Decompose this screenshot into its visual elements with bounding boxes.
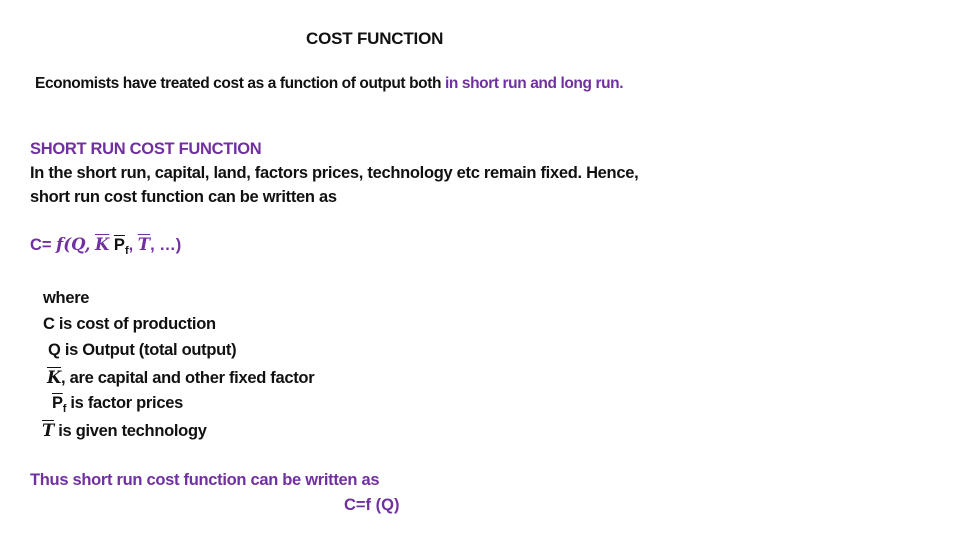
equation-t: $\overline{T}$ (137, 235, 151, 254)
conclusion-line: Thus short run cost function can be written as (30, 471, 380, 489)
where-p-line (52, 394, 183, 413)
slide-title: COST FUNCTION (306, 29, 444, 48)
k-text: , are capital and other fixed factor (61, 369, 315, 387)
equation-open: ( (63, 235, 72, 254)
p-subscript: f (62, 403, 67, 415)
body-line-1: In the short run, capital, land, factors prices, technology etc remain fixed. Hence, (30, 164, 639, 182)
equation-p: $\overline{P}$ (113, 236, 125, 254)
equation-q: Q (71, 235, 85, 254)
t-symbol: $\overline{T}$ (42, 421, 54, 440)
where-k-line (47, 368, 314, 388)
equation-rest: , …) (150, 236, 182, 254)
where-c-line: C is cost of production (43, 315, 216, 333)
where-label: where (43, 289, 90, 307)
where-q-line: Q is Output (total output) (48, 341, 237, 359)
equation-k: $\overline{K}$ (94, 235, 110, 254)
cost-equation (30, 235, 181, 255)
p-symbol: $\overline{P}$ (52, 394, 63, 412)
equation-p-sub: f (124, 245, 129, 257)
k-symbol: $\overline{K}$ (47, 368, 62, 387)
equation-f: f (56, 235, 64, 254)
p-text: is factor prices (66, 394, 183, 412)
body-line-2: short run cost function can be written as (30, 188, 337, 206)
section-heading: SHORT RUN COST FUNCTION (30, 140, 262, 158)
where-t-line (42, 421, 207, 441)
equation-comma-2: , (128, 236, 134, 254)
intro-text: Economists have treated cost as a function of output both (35, 75, 445, 92)
t-text: is given technology (53, 422, 207, 440)
intro-highlight: in short run and long run. (444, 75, 624, 92)
intro-line (35, 75, 623, 93)
equation-comma-1: , (84, 235, 91, 254)
equation-lhs: C= (30, 236, 52, 254)
conclusion-formula: C=f (Q) (344, 496, 400, 514)
